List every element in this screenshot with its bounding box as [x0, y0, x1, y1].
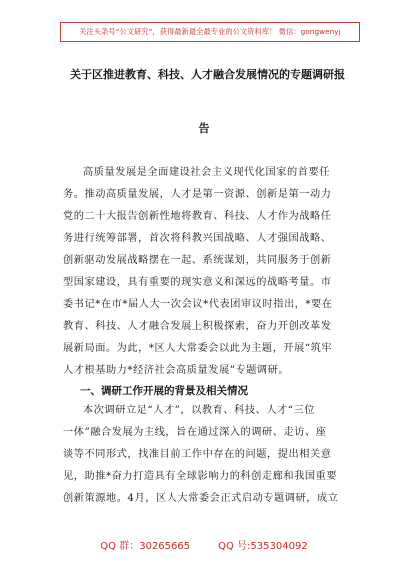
paragraph-line: 高质量发展是全面建设社会主义现代化国家的首要任	[83, 167, 330, 178]
paragraph-line: 展新局面。为此，*区人大常委会以此为主题，开展“筑牢	[63, 343, 333, 354]
paragraph-intro	[63, 162, 353, 382]
paragraph-line: 人才根基助力*经济社会高质量发展”专题调研。	[63, 365, 290, 376]
paragraph-line: 委书记*在市*届人大一次会议*代表团审议时指出，*要在	[63, 299, 333, 310]
section-heading: 一、调研工作开展的背景及相关情况	[80, 385, 248, 397]
footer-qq-group: QQ 群：30265665	[100, 541, 191, 552]
paragraph-line: 创新驱动发展战略摆在一起、系统谋划，共同服务于创新	[63, 255, 332, 266]
footer-qq-number: QQ 号:535304092	[218, 541, 308, 552]
paragraph-section1	[63, 400, 353, 510]
footer-contact	[0, 537, 408, 552]
paragraph-line: 党的二十大报告创新性地将教育、科技、人才作为战略任	[63, 211, 332, 222]
paragraph-line: 一体”融合发展为主线，旨在通过深入的调研、走访、座	[63, 427, 327, 438]
paragraph-line: 本次调研立足“人才”，以教育、科技、人才“三位	[83, 405, 316, 416]
paragraph-line: 型国家建设，具有重要的现实意义和深远的战略考量。市	[63, 277, 332, 288]
paragraph-line: 教育、科技、人才融合发展上积极探索，奋力开创改革发	[63, 321, 332, 332]
paragraph-line: 务。推动高质量发展，人才是第一资源、创新是第一动力	[63, 189, 332, 200]
header-notice-box	[60, 22, 360, 42]
header-notice-text: 关注头条号“公文研究”，获得最新最全最专业的公文资料库！ 微信：gongwenyj	[79, 27, 341, 36]
document-title-line2: 告	[198, 122, 210, 135]
paragraph-line: 创新策源地。4月，区人大常委会正式启动专题调研，成立	[63, 493, 339, 504]
paragraph-line: 谈等不同形式，找准目前工作中存在的问题，提出相关意	[63, 449, 332, 460]
document-title-line1: 关于区推进教育、科技、人才融合发展情况的专题调研报	[70, 68, 345, 81]
paragraph-line: 见，助推*奋力打造具有全球影响力的科创走廊和我国重要	[63, 471, 338, 482]
paragraph-line: 务进行统筹部署，首次将科教兴国战略、人才强国战略、	[63, 233, 332, 244]
